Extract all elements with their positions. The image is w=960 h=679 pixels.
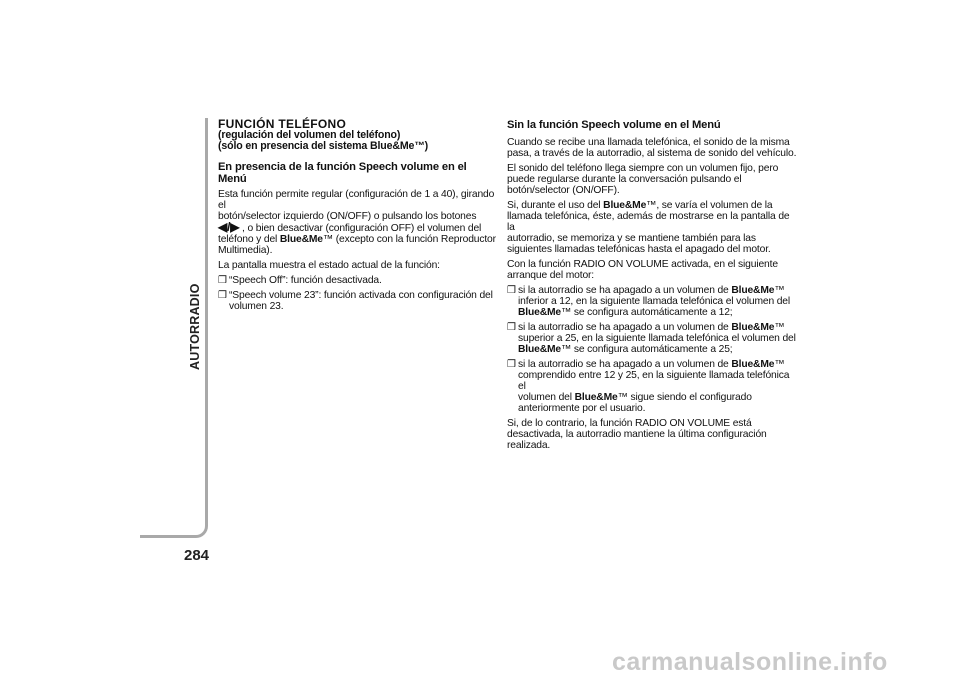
text-line: Multimedia). — [218, 245, 273, 256]
brand-name: Blue&Me — [279, 234, 323, 245]
list-item-text: “Speech volume 23”: función activada con configuración del — [229, 290, 493, 301]
trademark-symbol: ™ — [774, 359, 785, 370]
text-line: Si, durante el uso del — [507, 200, 604, 211]
text-line: puede regularse durante la conversación pulsando el — [507, 174, 742, 185]
list-item — [507, 322, 797, 355]
text-line: Con la función RADIO ON VOLUME activada, en el siguiente — [507, 259, 778, 270]
paragraph — [218, 189, 498, 256]
list-item-text: anteriormente por el usuario. — [518, 403, 646, 414]
text-line: ™ (excepto con la función Reproductor — [322, 234, 496, 245]
section-subtitle-1: (regulación del volumen del teléfono) — [218, 129, 401, 141]
list-item-text: si la autorradio se ha apagado a un volumen de — [518, 322, 732, 333]
bullet-box-icon: ❒ — [507, 322, 516, 333]
section-title: FUNCIÓN TELÉFONO — [218, 117, 347, 131]
text-line: desactivada, la autorradio mantiene la última configuración — [507, 429, 767, 440]
list-item — [218, 290, 498, 312]
brand-name: Blue&Me — [731, 285, 775, 296]
list-item-text: ™ sigue siendo el configurado — [617, 392, 752, 403]
paragraph — [507, 137, 797, 159]
list-item — [218, 275, 498, 286]
arrow-buttons-icon: ◀/▶ — [218, 220, 240, 234]
brand-name: Blue&Me — [518, 307, 562, 318]
list-item-text: volumen del — [518, 392, 575, 403]
brand-name: Blue&Me — [518, 344, 562, 355]
list-item-text: comprendido entre 12 y 25, en la siguiente llamada telefónica el — [518, 370, 790, 392]
text-line: , o bien desactivar (configuración OFF) el volumen del — [239, 223, 482, 234]
list-item-text: si la autorradio se ha apagado a un volumen de — [518, 285, 732, 296]
brand-name: Blue&Me — [731, 322, 775, 333]
list-item-text: volumen 23. — [229, 301, 284, 312]
text-line: pasa, a través de la autorradio, al sistema de sonido del vehículo. — [507, 148, 797, 159]
subsection-heading: Sin la función Speech volume en el Menú — [507, 119, 721, 131]
paragraph — [507, 418, 797, 451]
text-line: teléfono y del — [218, 234, 280, 245]
bullet-box-icon: ❒ — [218, 290, 227, 301]
trademark-symbol: ™ — [774, 322, 785, 333]
page-number: 284 — [184, 547, 210, 564]
trademark-symbol: ™ — [774, 285, 785, 296]
brand-name: Blue&Me — [603, 200, 647, 211]
section-subtitle-2: (sólo en presencia del sistema Blue&Me™) — [218, 140, 429, 152]
list-item-text: “Speech Off”: función desactivada. — [229, 275, 382, 286]
text-line: Si, de lo contrario, la función RADIO ON VOLUME está — [507, 418, 752, 429]
list-item-text: superior a 25, en la siguiente llamada telefónica el volumen del — [518, 333, 796, 344]
text-line: realizada. — [507, 440, 551, 451]
bullet-box-icon: ❒ — [507, 359, 516, 370]
text-line: Cuando se recibe una llamada telefónica, el sonido de la misma — [507, 137, 790, 148]
text-line: El sonido del teléfono llega siempre con un volumen fijo, pero — [507, 163, 779, 174]
paragraph — [507, 163, 797, 196]
paragraph — [507, 200, 797, 255]
paragraph — [507, 259, 797, 281]
text-line: autorradio, se memoriza y se mantiene también para las — [507, 233, 756, 244]
right-column — [507, 118, 797, 455]
text-line: arranque del motor: — [507, 270, 595, 281]
text-line: siguientes llamadas telefónicas hasta el apagado del motor. — [507, 244, 771, 255]
text-line: llamada telefónica, éste, además de mostrarse en la pantalla de la — [507, 211, 790, 233]
text-line: botón/selector izquierdo (ON/OFF) o pulsando los botones — [218, 211, 477, 222]
brand-name: Blue&Me — [731, 359, 775, 370]
text-line: ™, se varía el volumen de la — [646, 200, 773, 211]
section-label: AUTORRADIO — [188, 283, 202, 370]
list-item-text: si la autorradio se ha apagado a un volumen de — [518, 359, 732, 370]
subsection-heading: En presencia de la función Speech volume en el Menú — [218, 161, 467, 185]
list-item — [507, 285, 797, 318]
brand-name: Blue&Me — [574, 392, 618, 403]
text-line: Esta función permite regular (configuración de 1 a 40), girando el — [218, 189, 495, 211]
list-item — [507, 359, 797, 414]
text-line: botón/selector (ON/OFF). — [507, 185, 620, 196]
list-item-text: ™ se configura automáticamente a 25; — [561, 344, 733, 355]
bullet-box-icon: ❒ — [218, 275, 227, 286]
paragraph: La pantalla muestra el estado actual de la función: — [218, 260, 440, 271]
watermark: carmanualsonline.info — [612, 648, 888, 676]
bullet-box-icon: ❒ — [507, 285, 516, 296]
left-column — [218, 118, 498, 316]
list-item-text: ™ se configura automáticamente a 12; — [561, 307, 733, 318]
list-item-text: inferior a 12, en la siguiente llamada telefónica el volumen del — [518, 296, 791, 307]
